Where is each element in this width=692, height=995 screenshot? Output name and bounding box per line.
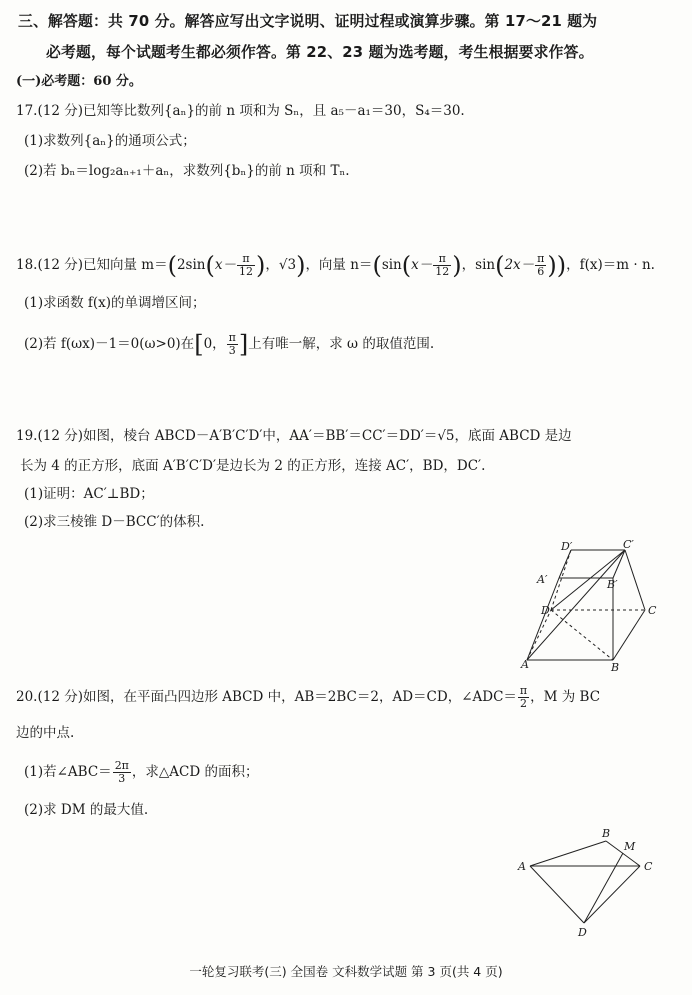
q20-frac-pi2: $\frac{\pi}{2}$ (519, 684, 528, 710)
q18-frac-pi12-a: $\frac{\pi}{12}$ (238, 252, 253, 278)
q19-label-D: D (541, 604, 550, 617)
q18-m-p1: 2sin (176, 257, 206, 273)
q20-line1-b: ，M 为 BC (530, 689, 601, 705)
q19-label-Bp: B′ (607, 578, 618, 591)
q19-label-B: B (611, 661, 620, 673)
q18-stem-b: ，向量 n＝ (305, 257, 373, 273)
q18-m-p3: ，√3 (265, 257, 297, 273)
section-title-line2: 必考题，每个试题考生都必须作答。第 22、23 题为选考题，考生根据要求作答。 (46, 44, 594, 61)
q19-label-A: A (521, 658, 529, 671)
q20-part1 (24, 760, 259, 785)
q19-line1: 19.(12 分)如图，棱台 ABCD－A′B′C′D′中，AA′＝BB′＝CC′＝DD′＝√5，底面 ABCD 是边 (16, 428, 572, 444)
section-title-line1: 三、解答题：共 70 分。解答应写出文字说明、证明过程或演算步骤。第 17～21 题为 (18, 13, 598, 30)
q19-label-Dp: D′ (561, 540, 573, 553)
q19-part2: (2)求三棱锥 D－BCC′的体积. (24, 514, 205, 530)
q18-m-p2: x－ (214, 257, 236, 273)
q18-n-p3: ，sin (461, 257, 496, 273)
q17-part1: (1)求数列{aₙ}的通项公式； (24, 133, 196, 149)
q19-part1: (1)证明：AC′⊥BD； (24, 486, 154, 502)
q20-part1-b: ，求△ACD 的面积； (131, 764, 259, 780)
q17-part2: (2)若 bₙ＝log₂aₙ₊₁＋aₙ，求数列{bₙ}的前 n 项和 Tₙ. (24, 163, 350, 179)
q20-label-A: A (518, 860, 526, 873)
q20-line1 (16, 685, 600, 710)
q19-line2: 长为 4 的正方形，底面 A′B′C′D′是边长为 2 的正方形，连接 AC′，BD，DC′. (20, 458, 486, 474)
q18-frac-pi6: $\frac{\pi}{6}$ (537, 252, 545, 278)
q18-n-p2: x－ (411, 257, 433, 273)
q20-part1-a: (1)若∠ABC＝ (24, 764, 112, 780)
q20-label-D: D (578, 926, 587, 939)
q18-frac-pi12-b: $\frac{\pi}{12}$ (435, 252, 450, 278)
q18-stem: 18.(12 分)已知向量 m＝(2sin(x－ $\frac{\pi}{12}$ )，√3)，向量 n＝(sin(x－ $\frac{\pi}{12}$ )，sin(2x－ $\frac{\pi}{6}$ ))，f(x)＝m · n. (16, 251, 655, 280)
q18-stem-c: ，f(x)＝m · n. (566, 257, 655, 273)
q20-line2: 边的中点. (16, 725, 75, 741)
q18-part2-b: 上有唯一解，求 ω 的取值范围. (248, 336, 435, 352)
q19-label-Cp: C′ (623, 538, 634, 551)
page-footer: 一轮复习联考(三) 全国卷 文科数学试题 第 3 页(共 4 页) (189, 964, 503, 979)
q20-part2: (2)求 DM 的最大值. (24, 802, 149, 818)
q20-label-C: C (644, 860, 653, 873)
q17-stem: 17.(12 分)已知等比数列{aₙ}的前 n 项和为 Sₙ，且 a₅－a₁＝30，S₄＝30. (16, 103, 465, 119)
q18-interval-0: 0， (203, 336, 226, 352)
q18-stem-a: 18.(12 分)已知向量 m＝ (16, 257, 168, 273)
q18-part2-a: (2)若 f(ωx)－1＝0(ω>0)在 (24, 336, 195, 352)
q20-label-B: B (602, 827, 611, 840)
q18-part1: (1)求函数 f(x)的单调增区间； (24, 295, 206, 311)
q20-quadrilateral-figure (510, 825, 660, 940)
q19-label-Ap: A′ (537, 573, 548, 586)
q18-part2: (2)若 f(ωx)－1＝0(ω>0)在[0， $\frac{\pi}{3}$ ]上有唯一解，求 ω 的取值范围. (24, 330, 435, 359)
q19-label-C: C (648, 604, 657, 617)
q20-label-M: M (624, 840, 636, 853)
q19-frustum-figure (515, 538, 665, 673)
q18-n-p1: sin (381, 257, 402, 273)
q18-n-p4: 2x－ (504, 257, 535, 273)
subsection-title: (一)必考题：60 分。 (16, 74, 142, 89)
q20-frac-2pi3: $\frac{2\pi}{3}$ (114, 759, 129, 785)
q20-line1-a: 20.(12 分)如图，在平面凸四边形 ABCD 中，AB＝2BC＝2，AD＝CD，∠ADC＝ (16, 689, 517, 705)
q18-frac-pi3: $\frac{\pi}{3}$ (228, 331, 236, 357)
